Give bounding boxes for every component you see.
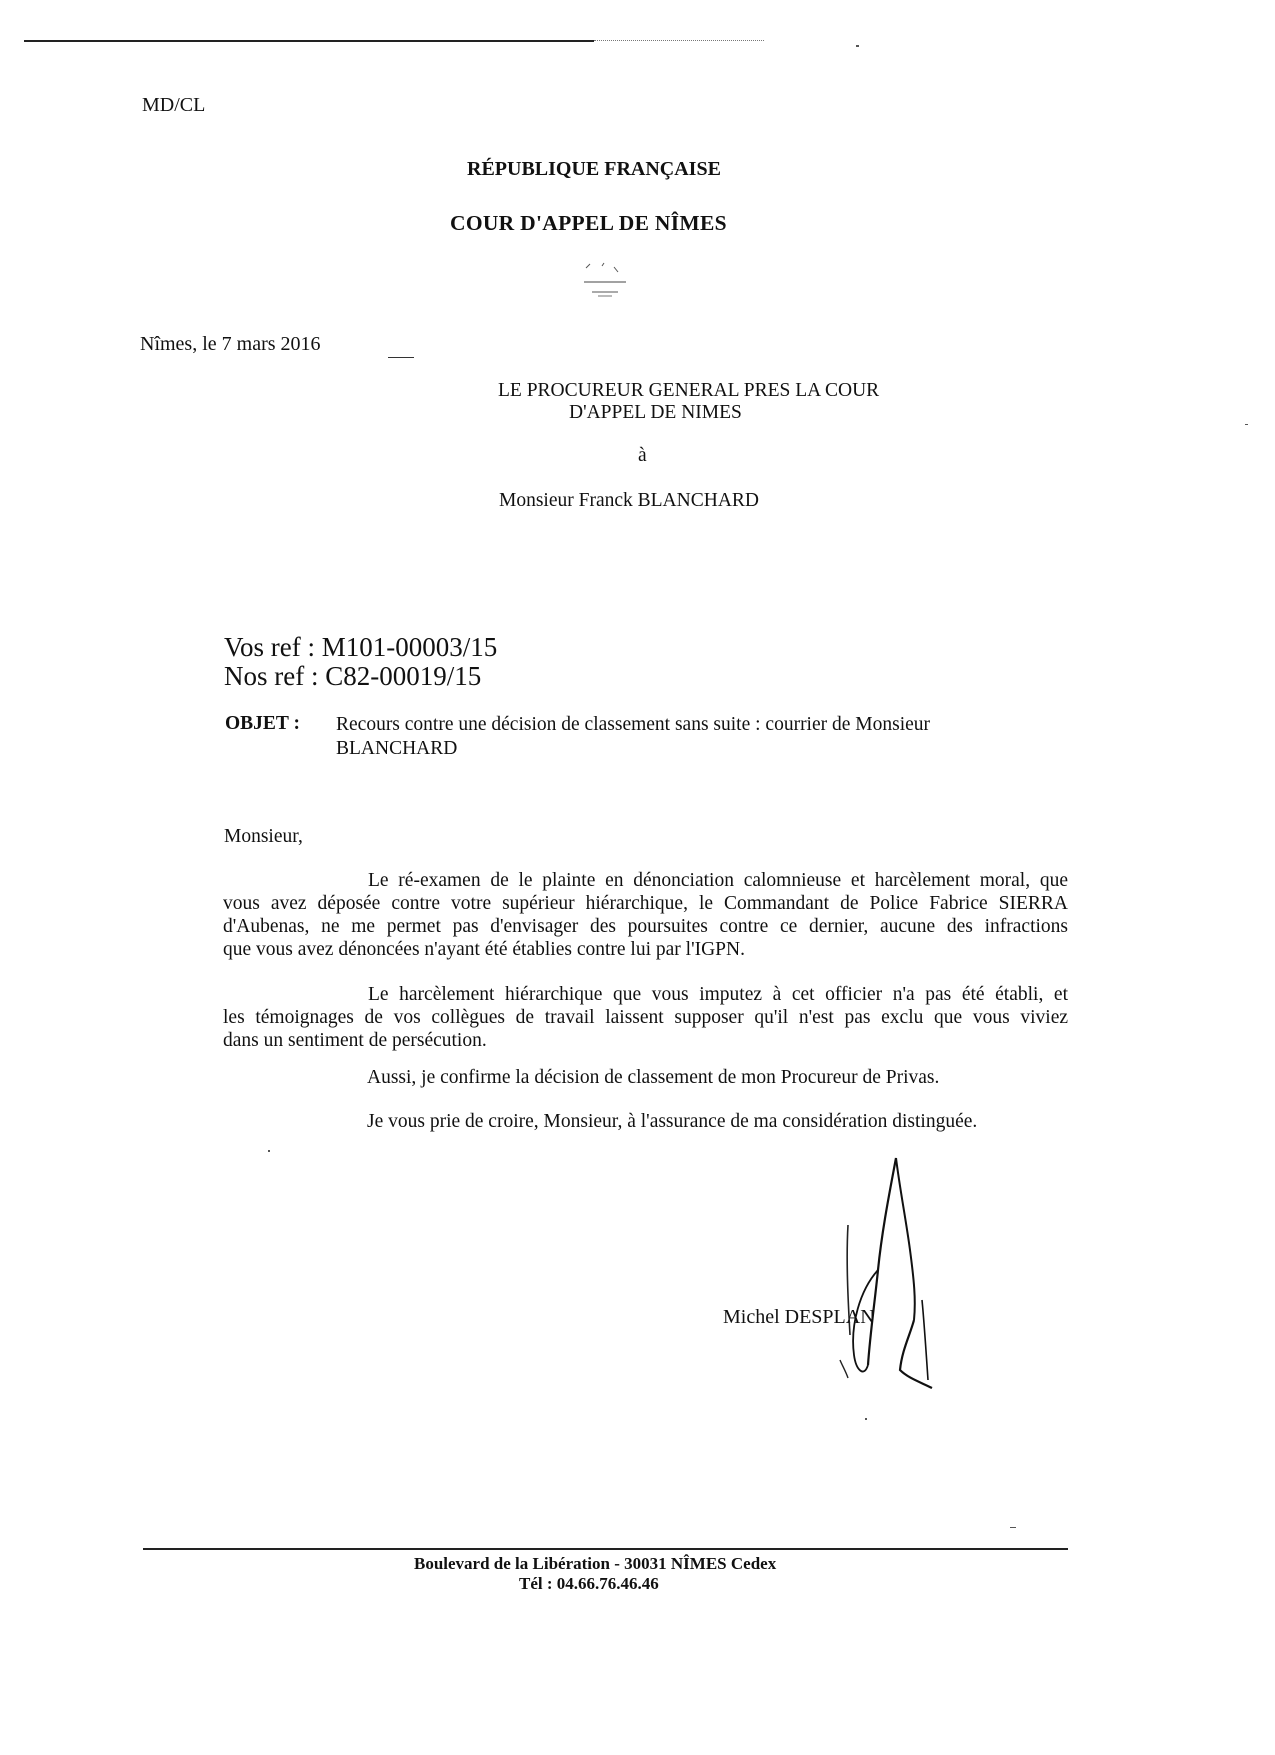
top-rule-dotted [594, 40, 764, 41]
sender-line2: D'APPEL DE NIMES [569, 402, 742, 423]
footer-phone: Tél : 04.66.76.46.46 [519, 1574, 659, 1593]
paragraph-3: Aussi, je confirme la décision de classement de mon Procureur de Privas. [367, 1067, 940, 1088]
recipient: Monsieur Franck BLANCHARD [499, 490, 759, 511]
subject-label: OBJET : [225, 713, 300, 734]
scan-speck [856, 45, 859, 47]
paragraph-2-line: dans un sentiment de persécution. [223, 1030, 487, 1051]
paragraph-1-line: vous avez déposée contre votre supérieur hiérarchique, le Commandant de Police Fabrice SIERRA [223, 893, 1068, 914]
signatory-name: Michel DESPLAN [723, 1306, 875, 1328]
date-dash [388, 357, 414, 358]
initials: MD/CL [142, 94, 206, 116]
paragraph-2-line: Le harcèlement hiérarchique que vous imputez à cet officier n'a pas été établi, et [368, 984, 1068, 1005]
subject-line1: Recours contre une décision de classement sans suite : courrier de Monsieur [336, 714, 931, 735]
paragraph-4: Je vous prie de croire, Monsieur, à l'assurance de ma considération distinguée. [367, 1111, 978, 1132]
scan-speck [865, 1418, 867, 1420]
sender-line1: LE PROCUREUR GENERAL PRES LA COUR [498, 380, 880, 401]
paragraph-1 [223, 869, 1068, 961]
nos-ref: Nos ref : C82-00019/15 [224, 661, 482, 691]
paragraph-1-line: que vous avez dénoncées n'ayant été établies contre lui par l'IGPN. [223, 939, 745, 960]
paragraph-1-line: Le ré-examen de le plainte en dénonciation calomnieuse et harcèlement moral, que [368, 870, 1068, 891]
scan-speck [1010, 1527, 1016, 1528]
top-rule [24, 40, 594, 42]
footer-address: Boulevard de la Libération - 30031 NÎMES Cedex [414, 1554, 777, 1573]
footer-rule [143, 1548, 1068, 1550]
paragraph-1-line: d'Aubenas, ne me permet pas d'envisager des poursuites contre ce dernier, aucune des infractions [223, 916, 1068, 937]
scan-speck [1245, 424, 1248, 425]
subject-line2: BLANCHARD [336, 738, 458, 759]
paragraph-2 [223, 983, 1068, 1052]
court-heading: COUR D'APPEL DE NÎMES [450, 211, 727, 235]
to-word: à [638, 445, 647, 466]
date-line: Nîmes, le 7 mars 2016 [140, 333, 321, 355]
vos-ref: Vos ref : M101-00003/15 [224, 632, 498, 662]
republic-heading: RÉPUBLIQUE FRANÇAISE [467, 158, 721, 180]
scan-speck [268, 1150, 270, 1152]
emblem-icon [578, 262, 632, 302]
signature [820, 1150, 940, 1400]
salutation: Monsieur, [224, 826, 303, 847]
paragraph-2-line: les témoignages de vos collègues de travail laissent supposer qu'il n'est pas exclu que vous viviez [223, 1007, 1068, 1028]
